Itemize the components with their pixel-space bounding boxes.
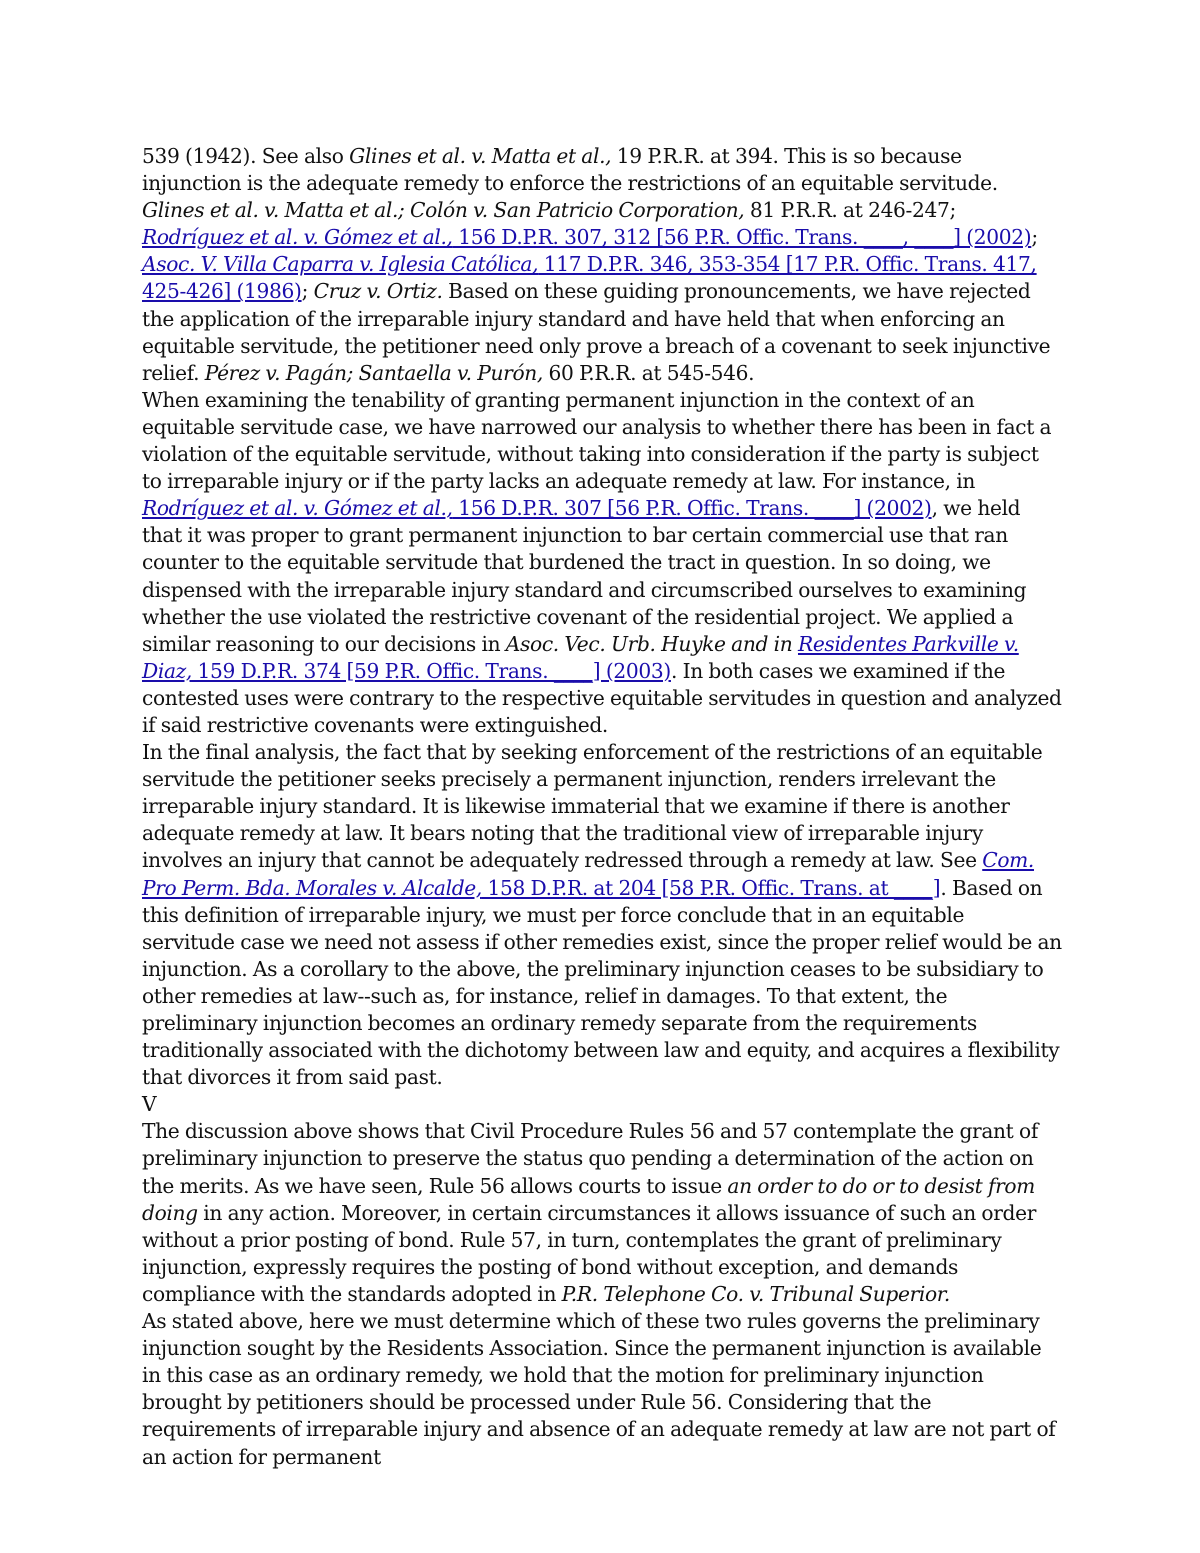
citation-link[interactable]: Rodríguez et al. v. Gómez et al., [142, 225, 453, 250]
paragraph-3 [142, 739, 1062, 1091]
body-text: 539 (1942). See also [142, 144, 350, 168]
citation-link[interactable]: Com. Pro Perm. Bda. Morales v. Alcalde, [142, 848, 1034, 900]
body-text: V [142, 1092, 157, 1117]
body-text: When examining the tenability of granting permanent injunction in the context of an equitable servitude case, we have narrowed our analysis to whether there has been in fact a violation of the equitable servitude, without taking into consideration if the party is subject to irreparable injury or if the party lacks an adequate remedy at law. For instance, in [142, 387, 1052, 494]
case-name-text: P.R. Telephone Co. v. Tribunal Superior. [561, 1281, 950, 1306]
body-text: ; [1031, 225, 1038, 250]
body-text: . In both cases we examined if the contested uses were contrary to the respective equitable servitudes in question and analyzed if said restrictive covenants were extinguished. [142, 658, 1062, 737]
paragraph-1 [142, 143, 1062, 387]
citation-link[interactable]: Rodríguez et al. v. Gómez et al., [142, 496, 453, 521]
body-text: In the final analysis, the fact that by seeking enforcement of the restrictions of an equitable servitude the petitioner seeks precisely a permanent injunction, renders irrelevant the irreparable injury standard. It is likewise immaterial that we examine if there is another adequate remedy at law. It bears noting that the traditional view of irreparable injury involves an injury that cannot be adequately redressed through a remedy at law. See [142, 740, 1043, 873]
case-name-text: Cruz v. Ortiz. [313, 279, 443, 304]
citation-link[interactable]: Residentes Parkville v. Diaz, [142, 631, 1019, 683]
case-name-text: Asoc. Vec. Urb. Huyke and in [505, 631, 798, 656]
body-text: As stated above, here we must determine which of these two rules governs the preliminary injunction sought by the Residents Association. Since the permanent injunction is available in this case as an ordinary remedy, we hold that the motion for preliminary injunction brought by petitioners should be processed under Rule 56. Considering that the requirements of irreparable injury and absence of an adequate remedy at law are not part of an action for permanent [142, 1309, 1056, 1469]
paragraph-2 [142, 387, 1062, 739]
citation-link[interactable]: 156 D.P.R. 307, 312 [56 P.R. Offic. Trans. ____, ____] (2002) [452, 225, 1032, 250]
body-text: 19 P.R.R. at 394. This is so because injunction is the adequate remedy to enforce the restrictions of an equitable servitude. [142, 144, 998, 196]
body-text: 81 P.R.R. at 246-247; [744, 198, 956, 223]
body-text: 60 P.R.R. at 545-546. [542, 360, 755, 385]
citation-link[interactable]: Asoc. V. Villa Caparra v. Iglesia Católica, [142, 252, 539, 277]
body-text: . Based on this definition of irreparable injury, we must per force conclude that in an equitable servitude case we need not assess if other remedies exist, since the proper relief would be an injunction. As a corollary to the above, the preliminary injunction ceases to be subsidiary to other remedies at law--such as, for instance, relief in damages. To that extent, the preliminary injunction becomes an ordinary remedy separate from the requirements traditionally associated with the dichotomy between law and equity, and acquires a flexibility that divorces it from said past. [142, 875, 1062, 1090]
case-name-text: Pérez v. Pagán; Santaella v. Purón, [204, 360, 543, 385]
case-name-text: Glines et al. v. Matta et al., [349, 144, 612, 168]
document-body [142, 143, 1062, 1471]
case-name-text: an order to do or to desist from doing [142, 1173, 1035, 1225]
body-text: , we held that it was proper to grant permanent injunction to bar certain commercial use that ran counter to the equitable servitude that burdened the tract in question. In so doing, we dispensed with the irreparable injury standard and circumscribed ourselves to examining whether the use violated the restrictive covenant of the residential project. We applied a similar reasoning to our decisions in [142, 496, 1027, 656]
body-text: Based on these guiding pronouncements, we have rejected the application of the irreparable injury standard and have held that when enforcing an equitable servitude, the petitioner need only prove a breach of a covenant to seek injunctive relief. [142, 279, 1051, 385]
paragraph-4 [142, 1118, 1062, 1308]
citation-link[interactable]: 156 D.P.R. 307 [56 P.R. Offic. Trans. ____] (2002) [452, 496, 932, 521]
section-heading [142, 1091, 1062, 1118]
citation-link[interactable]: 117 D.P.R. 346, 353-354 [17 P.R. Offic. Trans. 417, 425-426] (1986) [142, 252, 1037, 304]
body-text: in any action. Moreover, in certain circumstances it allows issuance of such an order without a prior posting of bond. Rule 57, in turn, contemplates the grant of preliminary injunction, expressly requires the posting of bond without exception, and demands compliance with the standards adopted in [142, 1200, 1037, 1306]
citation-link[interactable]: 158 D.P.R. at 204 [58 P.R. Offic. Trans. at ____] [481, 875, 941, 900]
paragraph-5 [142, 1308, 1062, 1471]
body-text: The discussion above shows that Civil Procedure Rules 56 and 57 contemplate the grant of preliminary injunction to preserve the status quo pending a determination of the action on the merits. As we have seen, Rule 56 allows courts to issue [142, 1119, 1038, 1198]
body-text: ; [301, 279, 314, 304]
case-name-text: Glines et al. v. Matta et al.; Colón v. San Patricio Corporation, [142, 198, 745, 223]
citation-link[interactable]: 159 D.P.R. 374 [59 P.R. Offic. Trans. ____] (2003) [191, 658, 671, 683]
